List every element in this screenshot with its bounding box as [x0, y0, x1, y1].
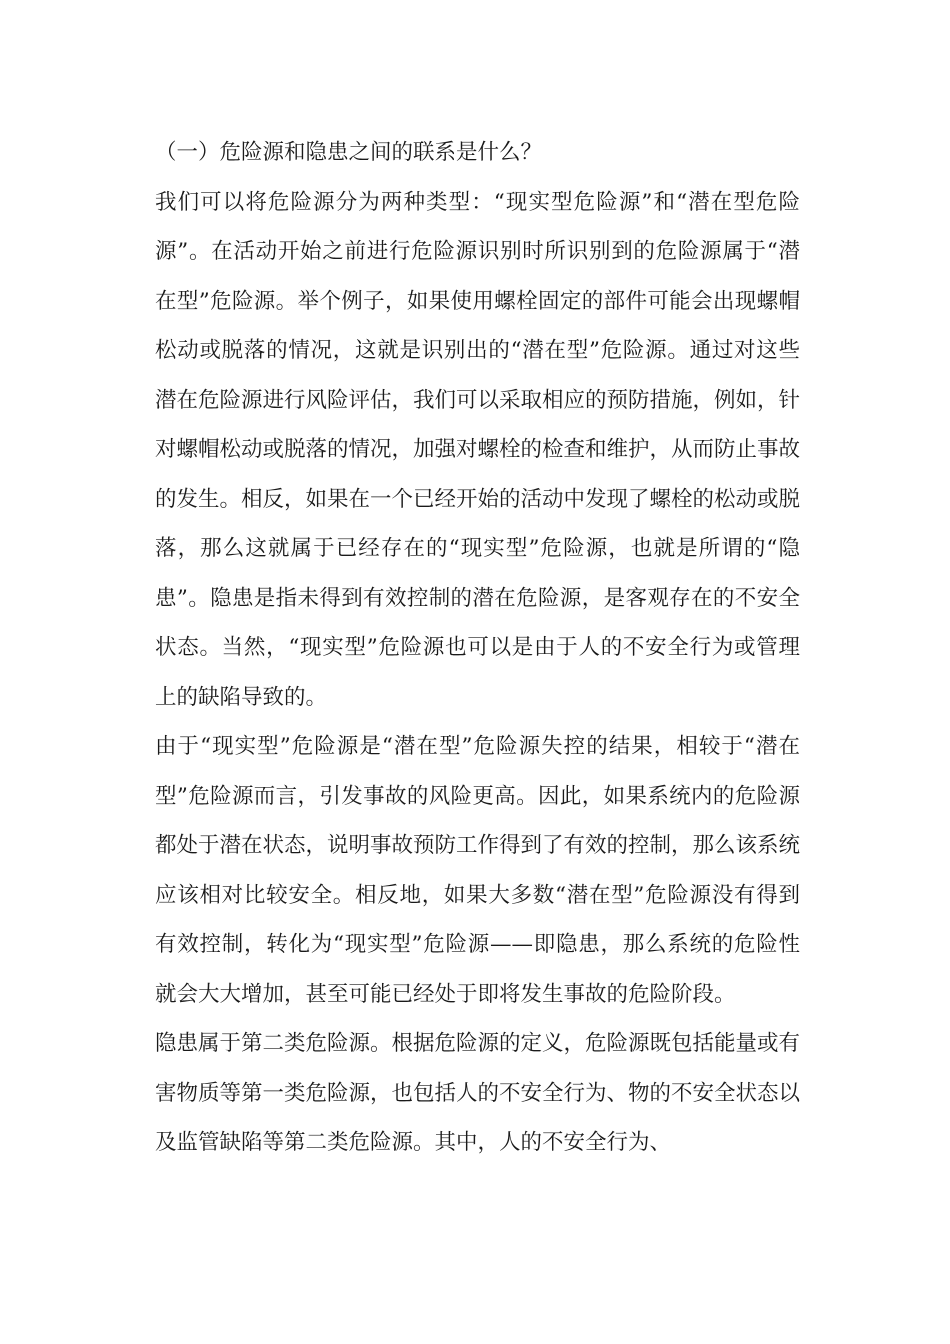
section-heading: （一）危险源和隐患之间的联系是什么？ — [155, 140, 543, 165]
paragraph-2: 由于“现实型”危险源是“潜在型”危险源失控的结果，相较于“潜在型”危险源而言，引发事故的风险更高。因此，如果系统内的危险源都处于潜在状态，说明事故预防工作得到了有效的控制，那么该系统应该相对比较安全。相反地，如果大多数“潜在型”危险源没有得到有效控制，转化为“现实型”危险源——即隐患，那么系统的危险性就会大大增加，甚至可能已经处于即将发生事故的危险阶段。 — [155, 734, 801, 1007]
paragraph-3: 隐患属于第二类危险源。根据危险源的定义，危险源既包括能量或有害物质等第一类危险源，也包括人的不安全行为、物的不安全状态以及监管缺陷等第二类危险源。其中，人的不安全行为、 — [155, 1031, 801, 1155]
document-body — [155, 128, 800, 1168]
paragraph-1: 我们可以将危险源分为两种类型：“现实型危险源”和“潜在型危险源”。在活动开始之前进行危险源识别时所识别到的危险源属于“潜在型”危险源。举个例子，如果使用螺栓固定的部件可能会出现螺帽松动或脱落的情况，这就是识别出的“潜在型”危险源。通过对这些潜在危险源进行风险评估，我们可以采取相应的预防措施，例如，针对螺帽松动或脱落的情况，加强对螺栓的检查和维护，从而防止事故的发生。相反，如果在一个已经开始的活动中发现了螺栓的松动或脱落，那么这就属于已经存在的“现实型”危险源，也就是所谓的“隐患”。隐患是指未得到有效控制的潜在危险源，是客观存在的不安全状态。当然，“现实型”危险源也可以是由于人的不安全行为或管理上的缺陷导致的。 — [155, 189, 801, 710]
